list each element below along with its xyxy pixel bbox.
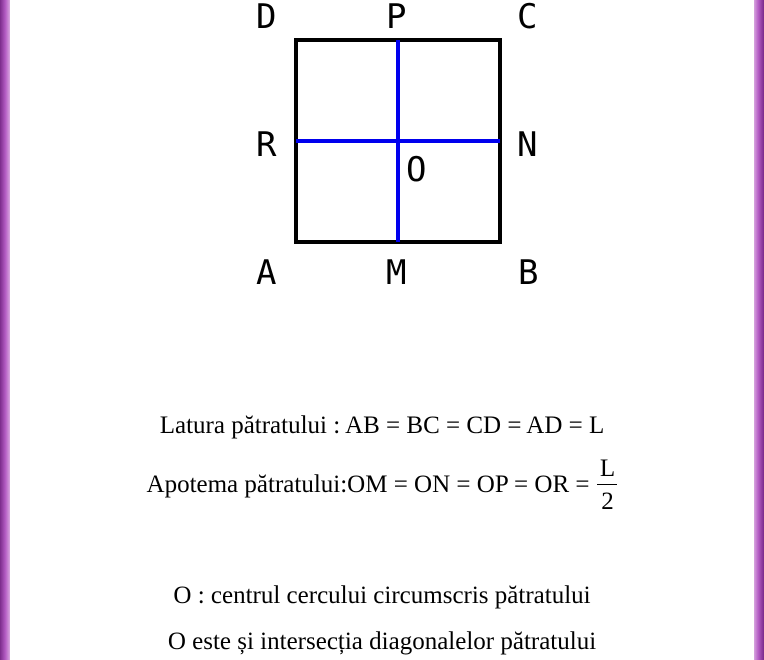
midpoint-label-p: P [386, 0, 407, 37]
vertex-label-a: A [256, 253, 277, 293]
apothem-formula [0, 456, 764, 514]
apothem-separator: : [340, 471, 348, 498]
apothem-equation: OM = ON = OP = OR = [347, 471, 590, 498]
vertex-label-d: D [256, 0, 277, 37]
fraction-numerator: L [599, 455, 616, 482]
midpoint-label-r: R [256, 125, 277, 165]
fraction-denominator: 2 [601, 488, 614, 515]
vertex-label-c: C [517, 0, 538, 37]
midpoint-label-n: N [517, 125, 538, 165]
diagonals-note: O este și intersecția diagonalelor pătratului [167, 628, 597, 655]
vertex-label-b: B [518, 253, 539, 293]
square-diagram [0, 0, 764, 320]
side-separator: : [327, 412, 346, 439]
midpoint-label-m: M [386, 253, 407, 293]
side-formula [0, 412, 764, 440]
center-note: O : centrul cercului circumscris pătratului [173, 582, 591, 609]
apothem-fraction [597, 456, 617, 514]
center-label-o: O [406, 150, 427, 190]
side-label: Latura pătratului [159, 412, 327, 439]
apothem-label: Apotema pătratului [146, 471, 341, 498]
side-equation: AB = BC = CD = AD = L [345, 412, 605, 439]
